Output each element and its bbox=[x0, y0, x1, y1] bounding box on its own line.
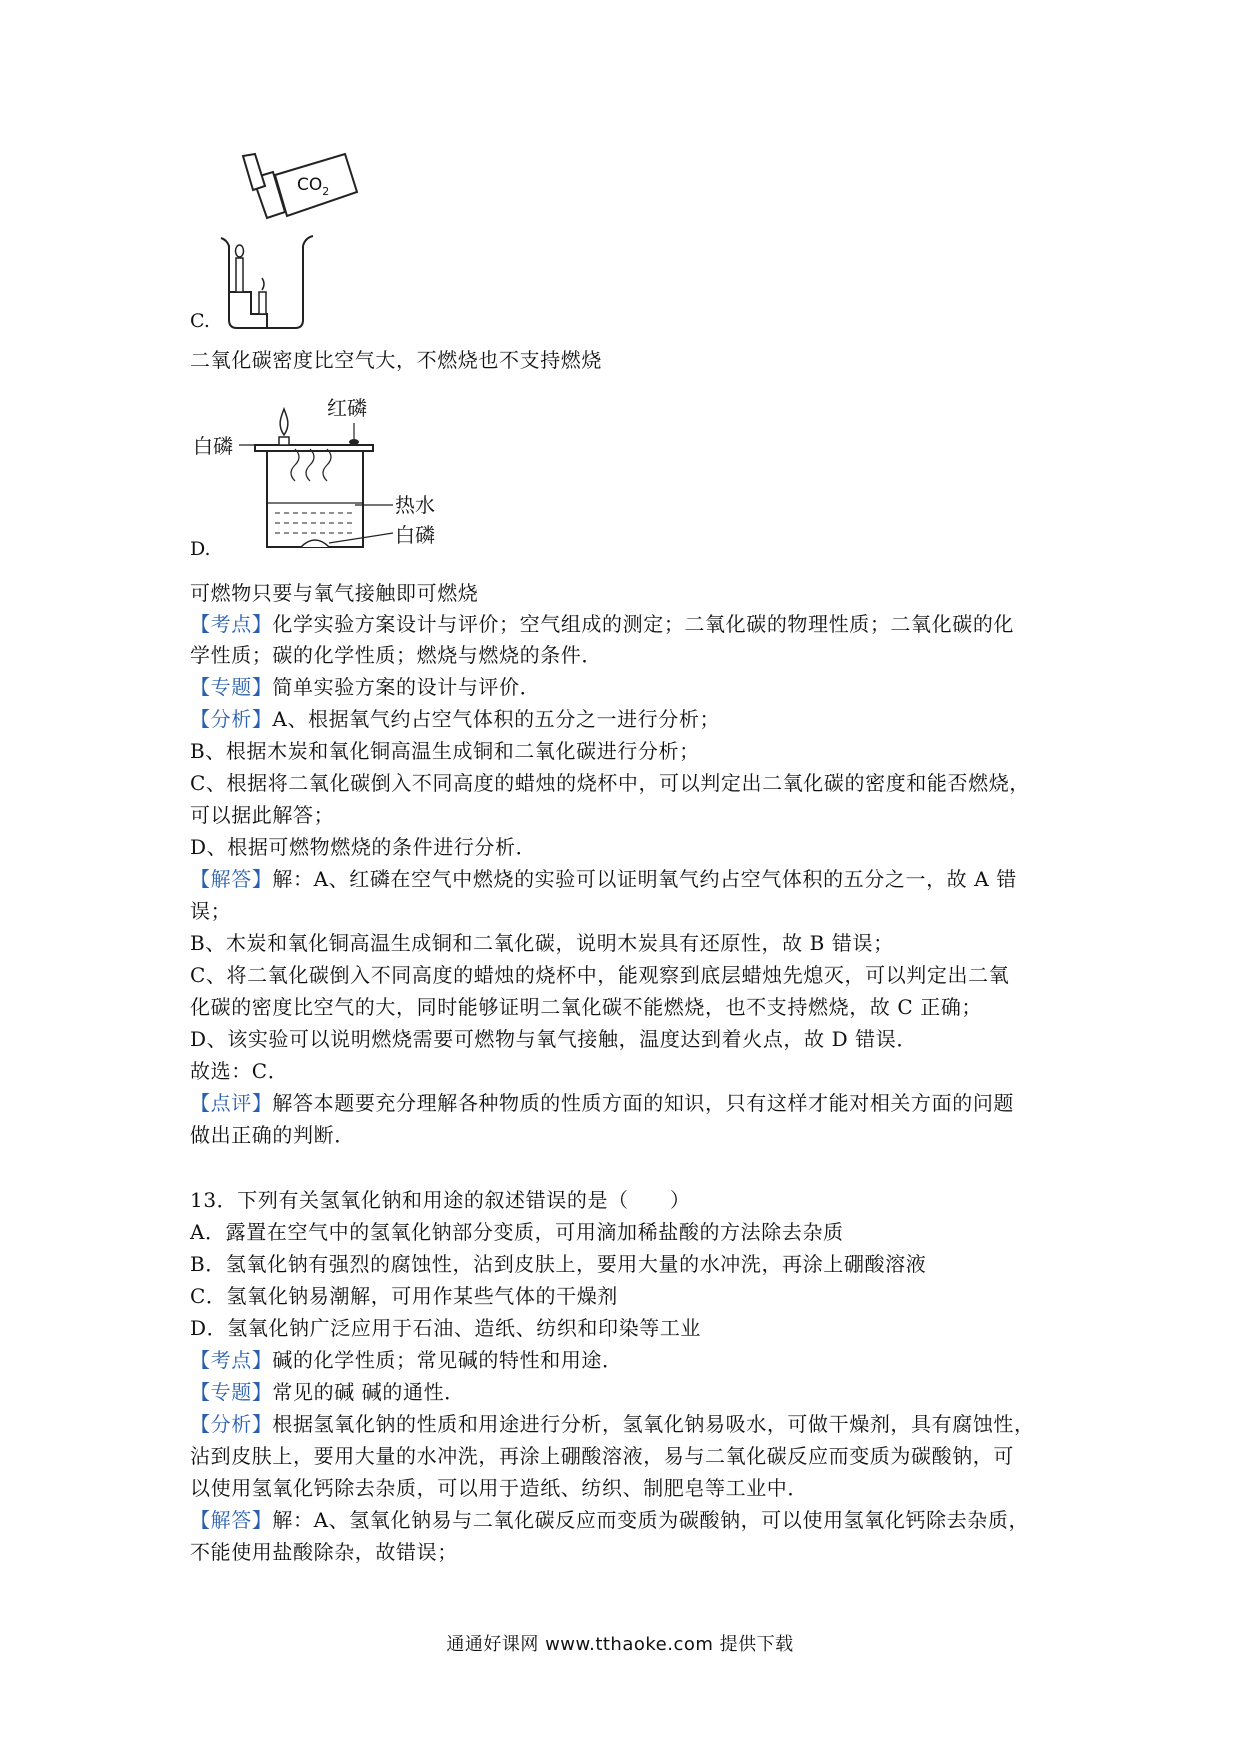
q12-zhuanti-text: 简单实验方案的设计与评价． bbox=[272, 675, 541, 699]
q13-kaodian-text: 碱的化学性质；常见碱的特性和用途． bbox=[272, 1348, 623, 1372]
q12-jieda-text-2: 误； bbox=[190, 899, 232, 923]
q13-option-b: B．氢氧化钠有强烈的腐蚀性，沾到皮肤上，要用大量的水冲洗，再涂上硼酸溶液 bbox=[190, 1252, 927, 1276]
q13-zhuanti: 【专题】常见的碱 碱的通性． bbox=[190, 1380, 465, 1404]
tag-kaodian: 考点 bbox=[210, 1348, 252, 1372]
q13-fenxi-text-1: 根据氢氧化钠的性质和用途进行分析，氢氧化钠易吸水，可做干燥剂，具有腐蚀性， bbox=[272, 1412, 1035, 1436]
label-white-phosphorus-bottom: 白磷 bbox=[395, 523, 435, 547]
tag-fenxi: 分析 bbox=[210, 1412, 252, 1436]
q13-kaodian: 【考点】碱的化学性质；常见碱的特性和用途． bbox=[190, 1348, 623, 1372]
tag-bracket: 】 bbox=[251, 612, 273, 636]
q12-answer: 故选：C． bbox=[190, 1059, 289, 1083]
q12-jieda-text-5: 化碳的密度比空气的大，同时能够证明二氧化碳不能燃烧，也不支持燃烧，故 C 正确； bbox=[190, 995, 983, 1019]
svg-text:CO2 bbox=[297, 175, 329, 198]
q12-dianping-text-2: 做出正确的判断． bbox=[190, 1123, 355, 1147]
q13-jieda-text-2: 不能使用盐酸除杂，故错误； bbox=[190, 1540, 458, 1564]
q12-zhuanti: 【专题】简单实验方案的设计与评价． bbox=[190, 675, 541, 699]
q12-kaodian-text-1: 化学实验方案设计与评价；空气组成的测定；二氧化碳的物理性质；二氧化碳的化 bbox=[272, 612, 1015, 636]
label-white-phosphorus-top: 白磷 bbox=[193, 434, 233, 458]
label-hot-water: 热水 bbox=[395, 493, 435, 517]
figure-d-letter: D. bbox=[190, 538, 211, 560]
copper-plate-icon bbox=[255, 445, 373, 451]
q13-option-c: C．氢氧化钠易潮解，可用作某些气体的干燥剂 bbox=[190, 1284, 618, 1308]
tag-dianping: 点评 bbox=[210, 1091, 252, 1115]
tag-jieda: 解答 bbox=[210, 867, 252, 891]
q13-stem: 13．下列有关氢氧化钠和用途的叙述错误的是（ ） bbox=[190, 1188, 691, 1212]
beaker-icon bbox=[239, 423, 393, 547]
q13-option-d: D．氢氧化钠广泛应用于石油、造纸、纺织和印染等工业 bbox=[190, 1316, 702, 1340]
q13-fenxi-text-3: 以使用氢氧化钙除去杂质，可以用于造纸、纺织、制肥皂等工业中． bbox=[190, 1476, 808, 1500]
q13-option-a: A．露置在空气中的氢氧化钠部分变质，可用滴加稀盐酸的方法除去杂质 bbox=[190, 1220, 844, 1244]
q12-dianping: 【点评】解答本题要充分理解各种物质的性质方面的知识，只有这样才能对相关方面的问题 bbox=[190, 1091, 1015, 1115]
q12-kaodian bbox=[190, 609, 1014, 639]
tag-bracket: 【 bbox=[190, 612, 211, 636]
q12-jieda-text-6: D、该实验可以说明燃烧需要可燃物与氧气接触，温度达到着火点，故 D 错误． bbox=[190, 1027, 917, 1051]
q13-fenxi: 【分析】根据氢氧化钠的性质和用途进行分析，氢氧化钠易吸水，可做干燥剂，具有腐蚀性， bbox=[190, 1412, 1035, 1436]
q13-jieda-text-1: 解：A、氢氧化钠易与二氧化碳反应而变质为碳酸钠，可以使用氢氧化钙除去杂质， bbox=[272, 1508, 1030, 1532]
q12-kaodian-text-2: 学性质；碳的化学性质；燃烧与燃烧的条件． bbox=[190, 643, 602, 667]
figure-c-letter: C. bbox=[190, 310, 210, 332]
q12-fenxi-text-2: B、根据木炭和氧化铜高温生成铜和二氧化碳进行分析； bbox=[190, 739, 700, 763]
tag-kaodian: 考点 bbox=[210, 612, 252, 636]
red-phosphorus-icon bbox=[349, 439, 359, 445]
tag-zhuanti: 专题 bbox=[210, 675, 252, 699]
q12-fenxi-text-4: 可以据此解答； bbox=[190, 803, 335, 827]
tag-fenxi: 分析 bbox=[210, 707, 252, 731]
tag-jieda: 解答 bbox=[210, 1508, 252, 1532]
page-footer: 通通好课网 www.tthaoke.com 提供下载 bbox=[446, 1634, 794, 1655]
q12-fenxi-text-3: C、根据将二氧化碳倒入不同高度的蜡烛的烧杯中，可以判定出二氧化碳的密度和能否燃烧， bbox=[190, 771, 1030, 795]
q12-fenxi-text-5: D、根据可燃物燃烧的条件进行分析． bbox=[190, 835, 537, 859]
q12-fenxi: 【分析】A、根据氧气约占空气体积的五分之一进行分析； bbox=[190, 707, 721, 731]
co2-label bbox=[215, 150, 435, 250]
q13-fenxi-text-2: 沾到皮肤上，要用大量的水冲洗，再涂上硼酸溶液，易与二氧化碳反应而变质为碳酸钠，可 bbox=[190, 1444, 1014, 1468]
q13-zhuanti-text: 常见的碱 碱的通性． bbox=[272, 1380, 465, 1404]
co2-text: CO bbox=[297, 175, 323, 195]
q13-jieda: 【解答】解：A、氢氧化钠易与二氧化碳反应而变质为碳酸钠，可以使用氢氧化钙除去杂质， bbox=[190, 1508, 1030, 1532]
co2-subscript: 2 bbox=[322, 185, 330, 198]
q12-fenxi-text-1: A、根据氧气约占空气体积的五分之一进行分析； bbox=[272, 707, 721, 731]
tag-zhuanti: 专题 bbox=[210, 1380, 252, 1404]
q12-jieda-text-1: 解：A、红磷在空气中燃烧的实验可以证明氧气约占空气体积的五分之一，故 A 错 bbox=[272, 867, 1017, 891]
q12-jieda-text-4: C、将二氧化碳倒入不同高度的蜡烛的烧杯中，能观察到底层蜡烛先熄灭，可以判定出二氧 bbox=[190, 963, 1010, 987]
q12-jieda: 【解答】解：A、红磷在空气中燃烧的实验可以证明氧气约占空气体积的五分之一，故 A 错 bbox=[190, 867, 1017, 891]
flame-icon bbox=[279, 409, 289, 445]
label-red-phosphorus: 红磷 bbox=[327, 396, 367, 420]
figure-d-caption: 可燃物只要与氧气接触即可燃烧 bbox=[190, 581, 479, 605]
q12-jieda-text-3: B、木炭和氧化铜高温生成铜和二氧化碳，说明木炭具有还原性，故 B 错误； bbox=[190, 931, 894, 955]
q12-dianping-text-1: 解答本题要充分理解各种物质的性质方面的知识，只有这样才能对相关方面的问题 bbox=[272, 1091, 1015, 1115]
figure-d-phosphorus-experiment bbox=[193, 385, 455, 560]
figure-c-caption: 二氧化碳密度比空气大，不燃烧也不支持燃烧 bbox=[190, 348, 602, 372]
